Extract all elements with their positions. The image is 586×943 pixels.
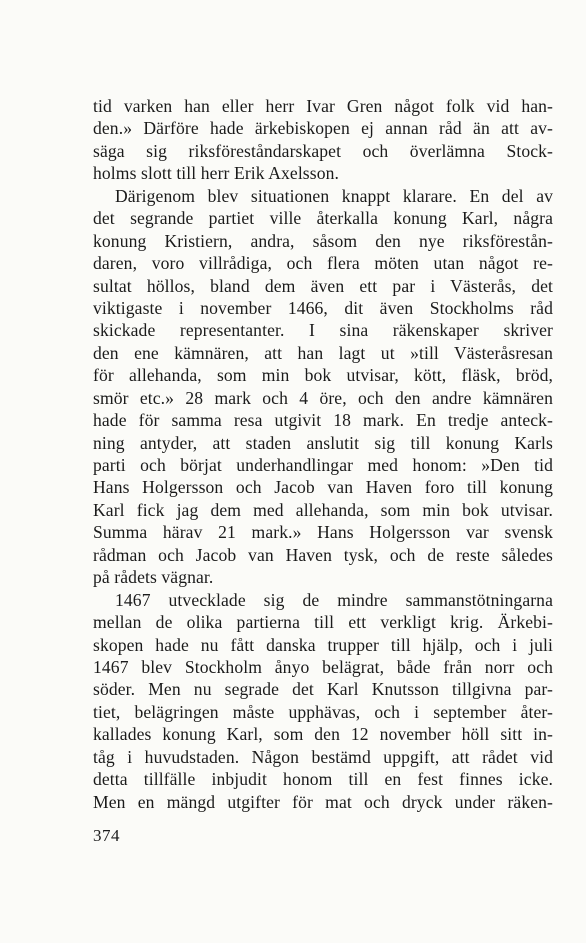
text-line: mellan de olika partierna till ett verkligt krig. Ärkebi- [93, 612, 553, 633]
text-line: Hans Holgersson och Jacob van Haven foro till konung [93, 477, 553, 498]
text-line: smör etc.» 28 mark och 4 öre, och den andre kämnären [93, 387, 553, 408]
text-line: Summa härav 21 mark.» Hans Holgersson var svensk [93, 522, 553, 543]
text-line: kallades konung Karl, som den 12 november höll sitt in- [93, 724, 553, 745]
text-line: skopen hade nu fått danska trupper till hjälp, och i juli [93, 634, 553, 655]
paragraph-start-line: 1467 utvecklade sig de mindre sammanstötningarna [115, 589, 553, 610]
page-number: 374 [93, 826, 120, 845]
text-line: sultat höllos, bland dem även ett par i Västerås, det [93, 275, 553, 296]
text-line: söder. Men nu segrade det Karl Knutsson tillgivna par- [93, 679, 553, 700]
text-line: den.» Därföre hade ärkebiskopen ej annan råd än att av- [93, 118, 553, 139]
text-line: för allehanda, som min bok utvisar, kött, fläsk, bröd, [93, 365, 553, 386]
body-text [93, 95, 553, 813]
text-line: ning antyder, att staden anslutit sig till konung Karls [93, 432, 553, 453]
text-line: Men en mängd utgifter för mat och dryck under räken- [93, 791, 553, 812]
text-line: det segrande partiet ville återkalla konung Karl, några [93, 208, 553, 229]
text-line: skickade representanter. I sina räkenskaper skriver [93, 320, 553, 341]
text-line: konung Kristiern, andra, såsom den nye riksförestån- [93, 230, 553, 251]
text-line: detta tillfälle inbjudit honom till en fest finnes icke. [93, 769, 553, 790]
text-line: Karl fick jag dem med allehanda, som min bok utvisar. [93, 499, 553, 520]
text-line: tid varken han eller herr Ivar Gren något folk vid han- [93, 96, 553, 116]
text-line: daren, voro villrådiga, och flera möten utan något re- [93, 253, 553, 274]
text-line: parti och börjat underhandlingar med honom: »Den tid [93, 455, 553, 475]
text-line: på rådets vägnar. [93, 567, 214, 588]
text-line: viktigaste i november 1466, dit även Stockholms råd [93, 297, 553, 318]
text-line: säga sig riksföreståndarskapet och överlämna Stock- [93, 140, 553, 161]
text-line: hade för samma resa utgivit 18 mark. En tredje anteck- [93, 410, 553, 431]
text-line: tiet, belägringen måste upphävas, och i september åter- [93, 701, 553, 722]
text-line: holms slott till herr Erik Axelsson. [93, 163, 339, 184]
text-line: rådman och Jacob van Haven tysk, och de reste således [93, 544, 553, 565]
text-line: tåg i huvudstaden. Någon bestämd uppgift, att rådet vid [93, 746, 553, 767]
text-line: 1467 blev Stockholm ånyo belägrat, både från norr och [93, 656, 553, 677]
paragraph-start-line: Därigenom blev situationen knappt klarare. En del av [115, 185, 553, 206]
text-line: den ene kämnären, att han lagt ut »till Västeråsresan [93, 342, 553, 363]
